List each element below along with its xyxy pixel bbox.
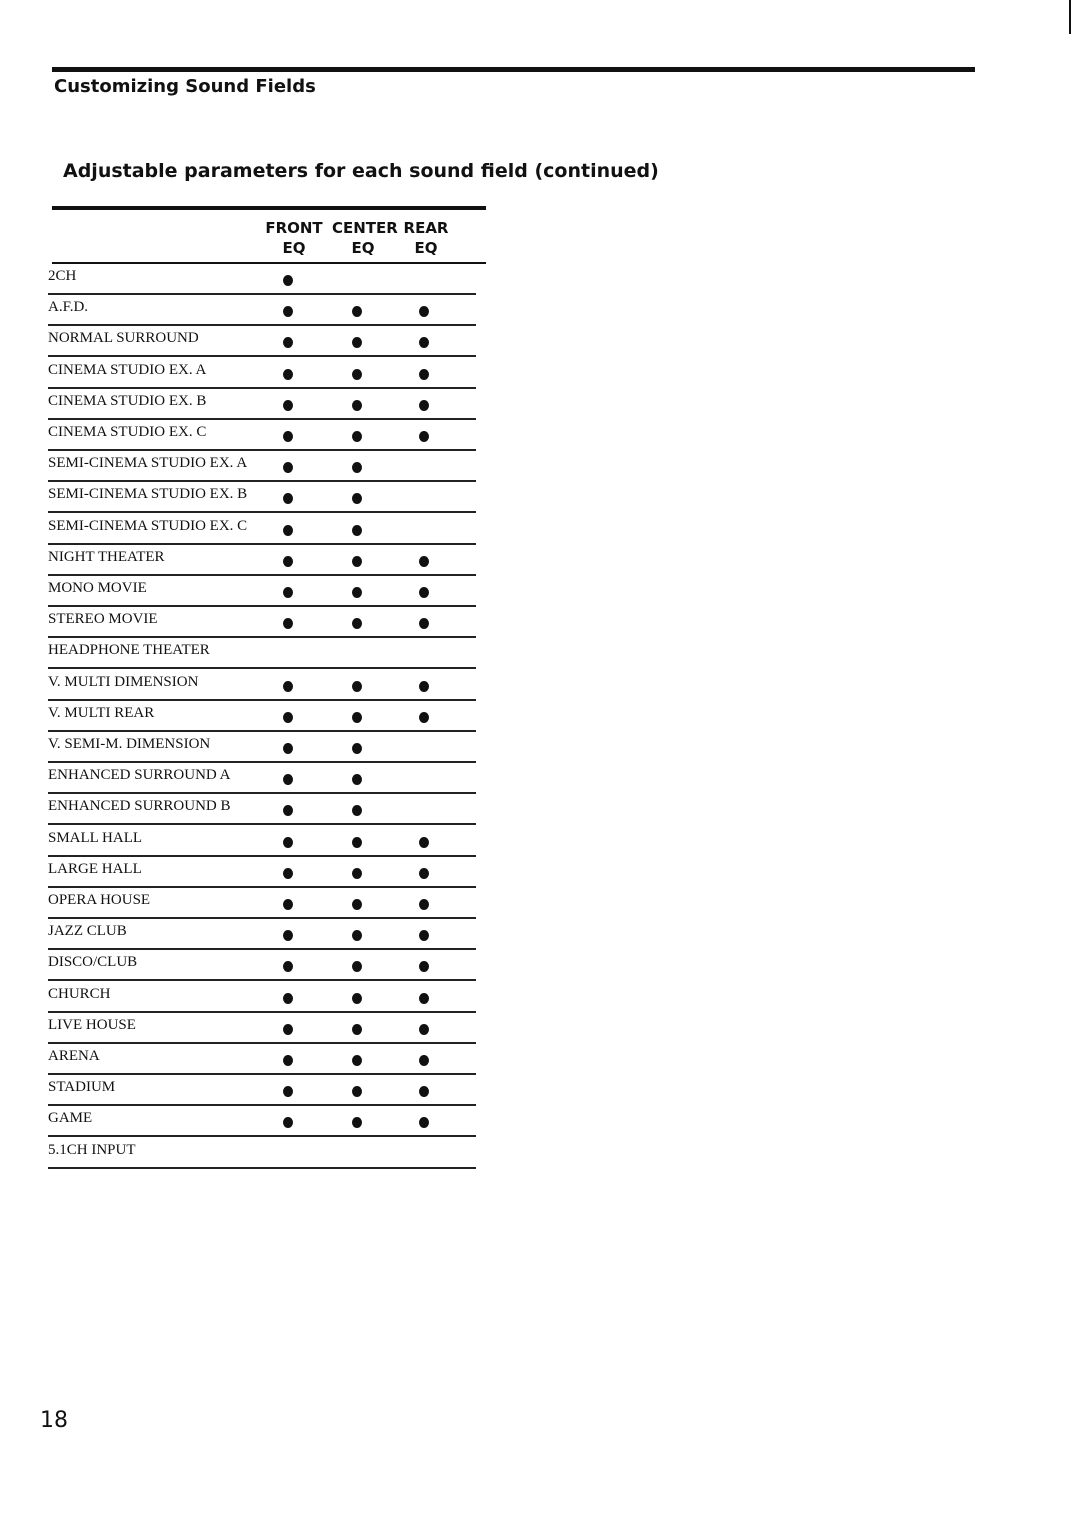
sound-field-name: LARGE HALL	[48, 860, 142, 877]
front-eq-dot-icon	[283, 275, 293, 286]
center-eq-dot-icon	[352, 1024, 362, 1035]
center-eq-dot-icon	[352, 493, 362, 504]
column-header-line: REAR	[403, 219, 449, 237]
table-row	[40, 389, 486, 420]
table-top-rule	[52, 206, 486, 210]
sound-field-name: ENHANCED SURROUND A	[48, 767, 231, 784]
column-header-line: CENTER	[332, 219, 398, 237]
table-row	[40, 826, 486, 857]
sound-field-name: CINEMA STUDIO EX. C	[48, 424, 207, 440]
sound-field-name: 2CH	[48, 268, 77, 284]
table-row	[40, 857, 486, 888]
center-eq-dot-icon	[352, 400, 362, 411]
table-row	[40, 919, 486, 950]
sound-field-name: V. MULTI REAR	[48, 704, 155, 721]
front-eq-dot-icon	[283, 930, 293, 941]
rear-eq-dot-icon	[419, 556, 429, 567]
rear-eq-dot-icon	[419, 868, 429, 879]
front-eq-dot-icon	[283, 681, 293, 692]
center-eq-dot-icon	[352, 1055, 362, 1066]
center-eq-dot-icon	[352, 1086, 362, 1097]
table-row	[40, 607, 486, 638]
center-eq-dot-icon	[352, 961, 362, 972]
table-row	[40, 358, 486, 389]
table-row	[40, 638, 486, 669]
center-eq-dot-icon	[352, 306, 362, 317]
center-eq-dot-icon	[352, 1117, 362, 1128]
sound-field-name: ARENA	[48, 1048, 100, 1064]
front-eq-dot-icon	[283, 1086, 293, 1097]
scan-edge-mark	[1069, 0, 1071, 34]
rear-eq-dot-icon	[419, 837, 429, 848]
front-eq-dot-icon	[283, 993, 293, 1004]
center-eq-dot-icon	[352, 899, 362, 910]
row-rule	[48, 1167, 476, 1169]
rear-eq-dot-icon	[419, 993, 429, 1004]
table-row	[40, 482, 486, 513]
table-row	[40, 1138, 486, 1169]
table-row	[40, 295, 486, 326]
front-eq-dot-icon	[283, 899, 293, 910]
front-eq-dot-icon	[283, 805, 293, 816]
column-header-rear-eq	[400, 218, 452, 258]
header-title: Customizing Sound Fields	[54, 76, 316, 97]
section-title: Adjustable parameters for each sound field (continued)	[63, 160, 659, 182]
front-eq-dot-icon	[283, 556, 293, 567]
center-eq-dot-icon	[352, 556, 362, 567]
column-header-line: FRONT	[265, 219, 323, 237]
rear-eq-dot-icon	[419, 1055, 429, 1066]
rear-eq-dot-icon	[419, 899, 429, 910]
table-row	[40, 763, 486, 794]
front-eq-dot-icon	[283, 337, 293, 348]
center-eq-dot-icon	[352, 805, 362, 816]
rear-eq-dot-icon	[419, 400, 429, 411]
rear-eq-dot-icon	[419, 1117, 429, 1128]
front-eq-dot-icon	[283, 431, 293, 442]
table-row	[40, 264, 486, 295]
center-eq-dot-icon	[352, 587, 362, 598]
sound-field-name: JAZZ CLUB	[48, 923, 127, 940]
table-row	[40, 451, 486, 482]
table-row	[40, 1044, 486, 1075]
front-eq-dot-icon	[283, 743, 293, 754]
rear-eq-dot-icon	[419, 587, 429, 598]
center-eq-dot-icon	[352, 868, 362, 879]
rear-eq-dot-icon	[419, 961, 429, 972]
sound-field-name: SEMI-CINEMA STUDIO EX. B	[48, 486, 248, 503]
sound-field-name: STEREO MOVIE	[48, 611, 158, 628]
rear-eq-dot-icon	[419, 337, 429, 348]
column-header-line: EQ	[351, 239, 375, 257]
front-eq-dot-icon	[283, 462, 293, 473]
column-header-line: EQ	[414, 239, 438, 257]
center-eq-dot-icon	[352, 774, 362, 785]
table-row	[40, 576, 486, 607]
front-eq-dot-icon	[283, 369, 293, 380]
sound-field-name: SMALL HALL	[48, 829, 143, 846]
center-eq-dot-icon	[352, 837, 362, 848]
sound-field-name: STADIUM	[48, 1079, 116, 1096]
header-rule	[52, 67, 975, 72]
parameter-table	[40, 206, 486, 1158]
rear-eq-dot-icon	[419, 369, 429, 380]
table-row	[40, 420, 486, 451]
column-header-center-eq	[332, 218, 398, 258]
sound-field-name: CINEMA STUDIO EX. A	[48, 361, 207, 378]
table-row	[40, 1106, 486, 1137]
front-eq-dot-icon	[283, 868, 293, 879]
sound-field-name: HEADPHONE THEATER	[48, 642, 210, 659]
front-eq-dot-icon	[283, 1055, 293, 1066]
front-eq-dot-icon	[283, 837, 293, 848]
table-row	[40, 545, 486, 576]
front-eq-dot-icon	[283, 400, 293, 411]
sound-field-name: NORMAL SURROUND	[48, 330, 199, 347]
front-eq-dot-icon	[283, 306, 293, 317]
table-row	[40, 888, 486, 919]
table-row	[40, 326, 486, 357]
center-eq-dot-icon	[352, 993, 362, 1004]
center-eq-dot-icon	[352, 743, 362, 754]
front-eq-dot-icon	[283, 1024, 293, 1035]
sound-field-name: V. MULTI DIMENSION	[48, 673, 199, 690]
rear-eq-dot-icon	[419, 712, 429, 723]
table-row	[40, 950, 486, 981]
sound-field-name: SEMI-CINEMA STUDIO EX. A	[48, 455, 248, 472]
sound-field-name: V. SEMI-M. DIMENSION	[48, 736, 211, 752]
sound-field-name: A.F.D.	[48, 299, 89, 316]
rear-eq-dot-icon	[419, 1086, 429, 1097]
sound-field-name: CHURCH	[48, 985, 111, 1002]
front-eq-dot-icon	[283, 1117, 293, 1128]
rear-eq-dot-icon	[419, 431, 429, 442]
column-header-front-eq	[262, 218, 326, 258]
rear-eq-dot-icon	[419, 618, 429, 629]
center-eq-dot-icon	[352, 369, 362, 380]
table-row	[40, 670, 486, 701]
table-row	[40, 982, 486, 1013]
table-row	[40, 1013, 486, 1044]
front-eq-dot-icon	[283, 525, 293, 536]
center-eq-dot-icon	[352, 525, 362, 536]
front-eq-dot-icon	[283, 587, 293, 598]
front-eq-dot-icon	[283, 712, 293, 723]
front-eq-dot-icon	[283, 774, 293, 785]
sound-field-name: NIGHT THEATER	[48, 548, 165, 565]
sound-field-name: GAME	[48, 1110, 93, 1127]
center-eq-dot-icon	[352, 431, 362, 442]
center-eq-dot-icon	[352, 337, 362, 348]
center-eq-dot-icon	[352, 712, 362, 723]
sound-field-name: LIVE HOUSE	[48, 1016, 136, 1033]
sound-field-name: SEMI-CINEMA STUDIO EX. C	[48, 517, 248, 534]
sound-field-name: DISCO/CLUB	[48, 954, 138, 971]
sound-field-name: ENHANCED SURROUND B	[48, 798, 231, 815]
rear-eq-dot-icon	[419, 1024, 429, 1035]
center-eq-dot-icon	[352, 462, 362, 473]
front-eq-dot-icon	[283, 618, 293, 629]
page-number: 18	[40, 1408, 68, 1433]
center-eq-dot-icon	[352, 681, 362, 692]
center-eq-dot-icon	[352, 618, 362, 629]
front-eq-dot-icon	[283, 493, 293, 504]
table-row	[40, 701, 486, 732]
table-row	[40, 514, 486, 545]
rear-eq-dot-icon	[419, 306, 429, 317]
center-eq-dot-icon	[352, 930, 362, 941]
sound-field-name: MONO MOVIE	[48, 580, 147, 596]
front-eq-dot-icon	[283, 961, 293, 972]
sound-field-name: OPERA HOUSE	[48, 892, 151, 908]
table-row	[40, 732, 486, 763]
rear-eq-dot-icon	[419, 930, 429, 941]
rear-eq-dot-icon	[419, 681, 429, 692]
table-row	[40, 1075, 486, 1106]
column-header-line: EQ	[282, 239, 306, 257]
table-row	[40, 794, 486, 825]
sound-field-name: CINEMA STUDIO EX. B	[48, 392, 207, 409]
sound-field-name: 5.1CH INPUT	[48, 1141, 136, 1158]
